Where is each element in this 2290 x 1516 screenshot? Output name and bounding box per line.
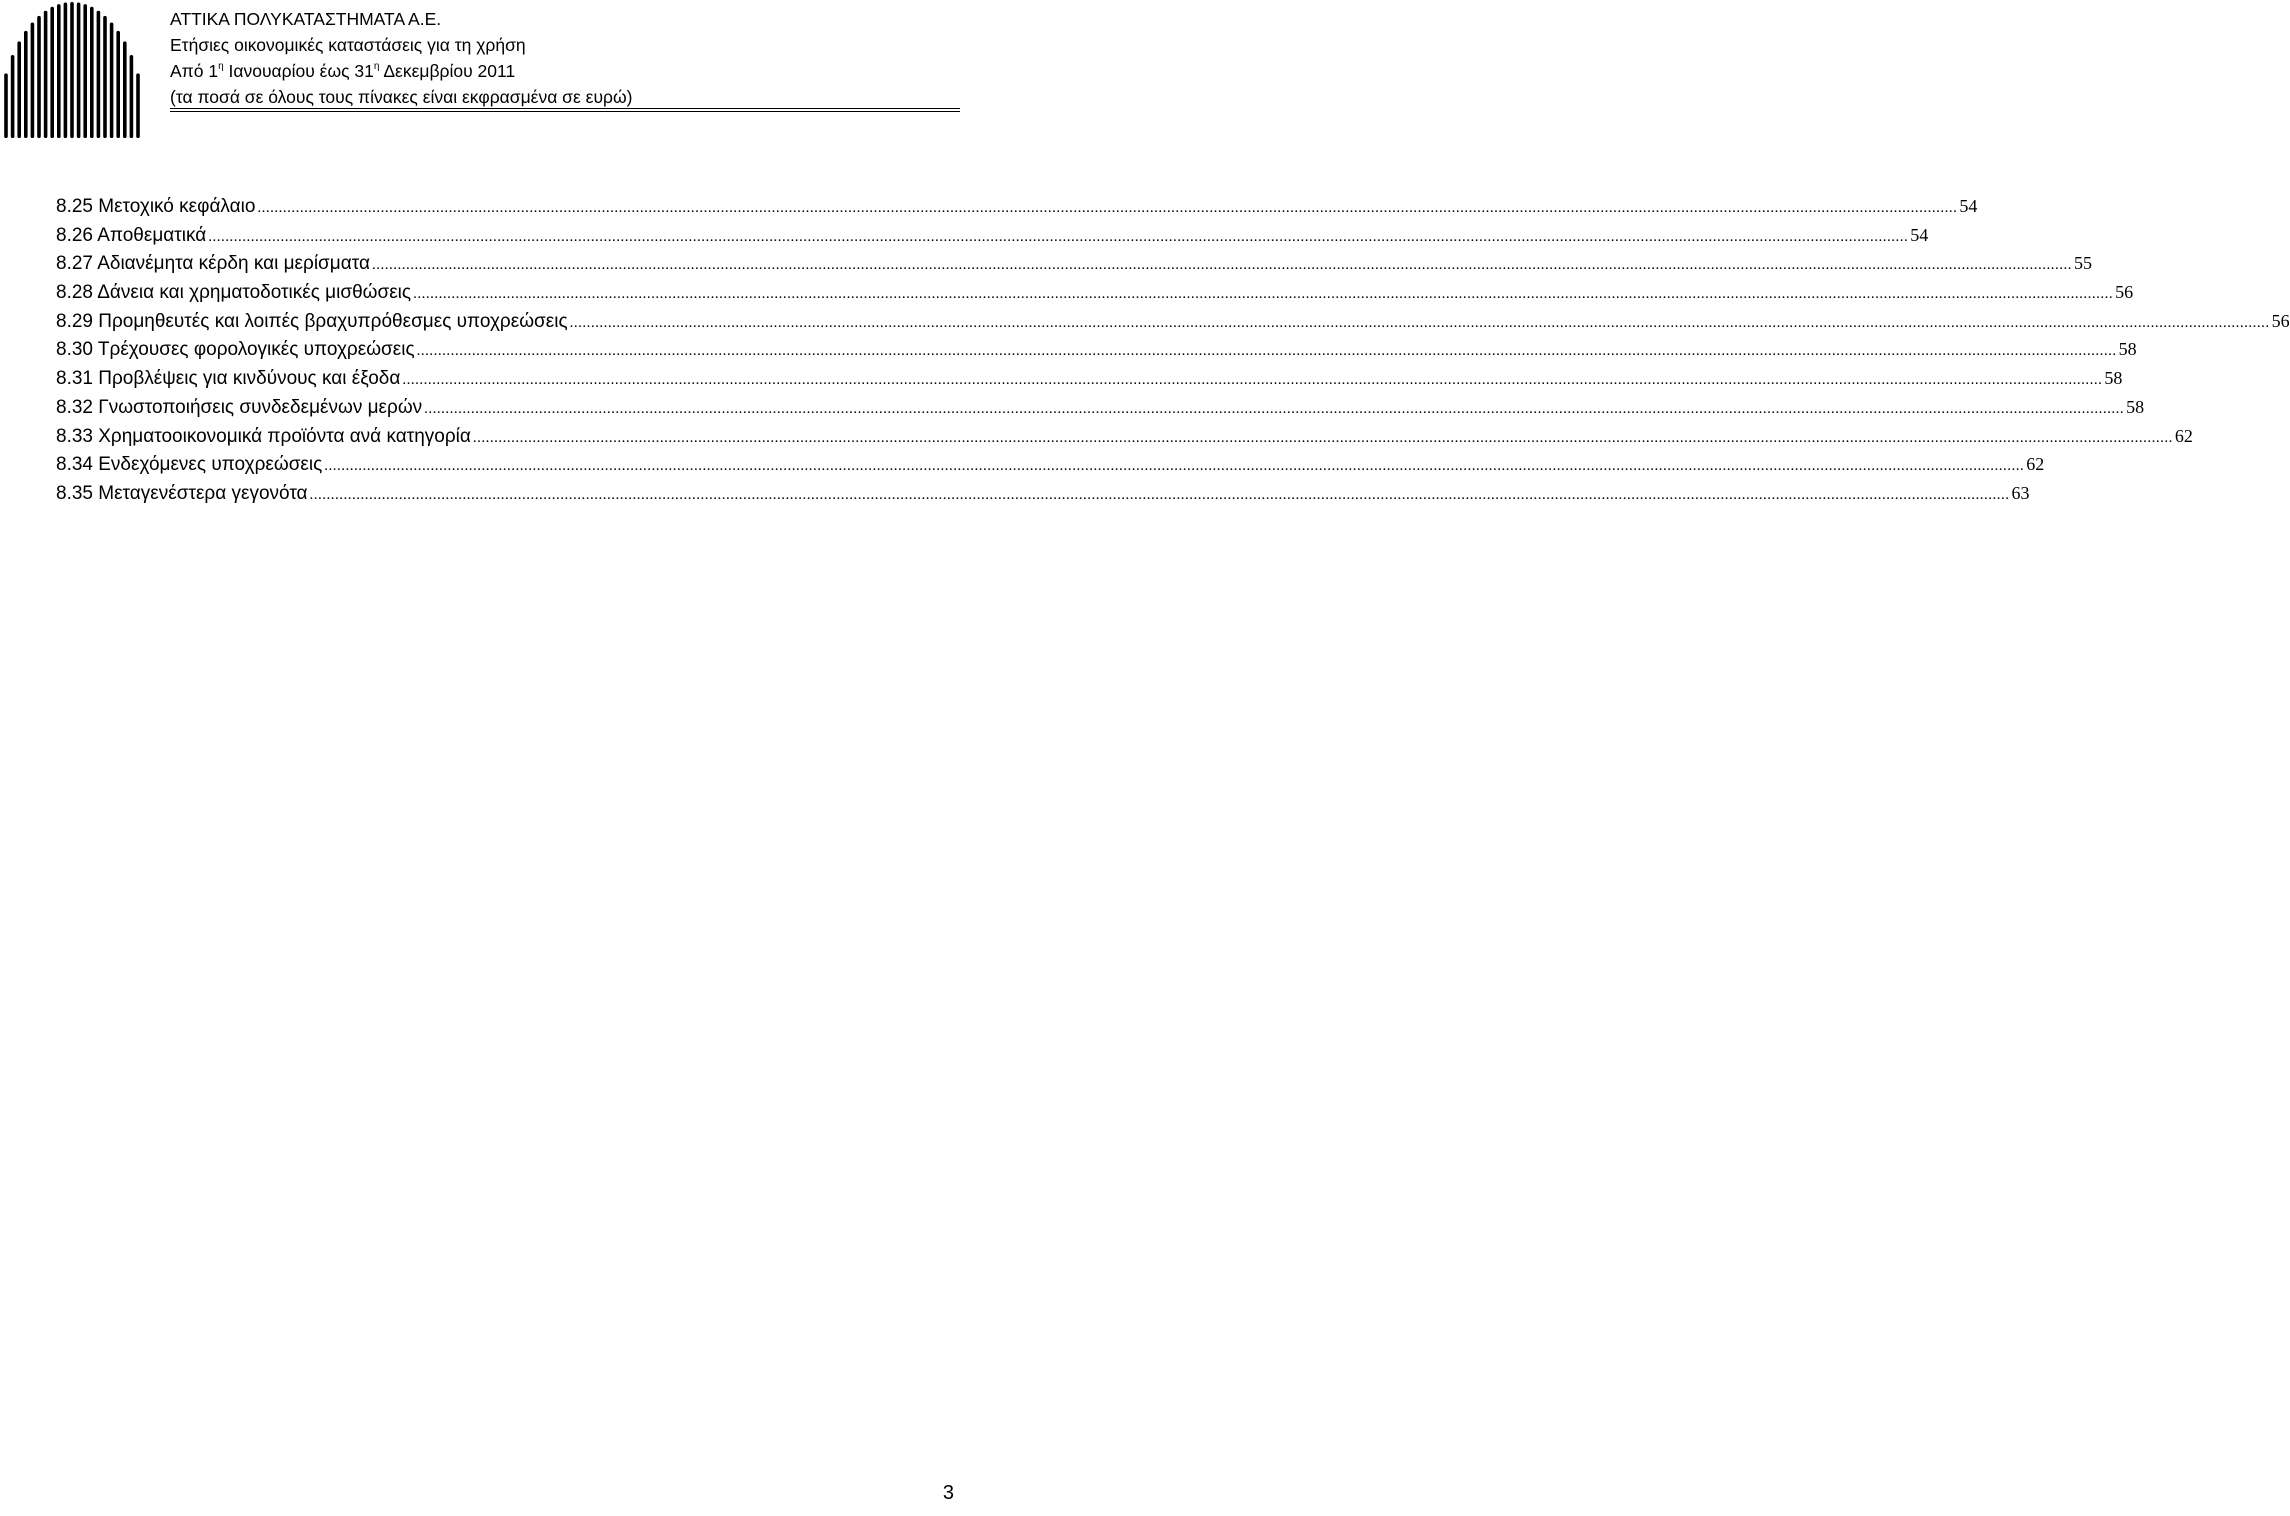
toc-dot-leader: ................................................................................................................................................................................................................................................................................................................................................................................................................ [413,286,2114,303]
company-logo [0,0,160,140]
toc-entry-label: 8.29 Προμηθευτές και λοιπές βραχυπρόθεσμες υποχρεώσεις [56,310,568,332]
logo-bar [90,7,94,138]
toc-entry[interactable] [56,422,2193,451]
toc-entry-page: 55 [2073,253,2092,274]
toc-entry-page: 56 [2271,310,2290,331]
toc-entry-page: 63 [2011,482,2030,503]
toc-entry-page: 54 [1910,224,1929,245]
company-name: ΑΤΤΙΚΑ ΠΟΛΥΚΑΤΑΣΤΗΜΑΤΑ Α.Ε. [170,9,442,29]
table-of-contents [56,192,2290,508]
document-header [170,6,632,110]
header-rule-top [170,108,960,109]
toc-entry-page: 56 [2115,282,2134,303]
toc-entry-page: 58 [2104,368,2123,389]
currency-note: (τα ποσά σε όλους τους πίνακες είναι εκφρασμένα σε ευρώ) [170,87,633,107]
page-number: 3 [942,1482,954,1504]
toc-entry-label: 8.35 Μεταγενέστερα γεγονότα [56,482,308,504]
period-sup-2: η [373,61,380,72]
toc-entry-label: 8.31 Προβλέψεις για κινδύνους και έξοδα [56,368,401,390]
toc-entry[interactable] [56,249,2092,278]
logo-bar [103,16,107,138]
logo-bar [130,55,134,138]
toc-dot-leader: ................................................................................................................................................................................................................................................................................................................................................................................................................ [402,372,2103,389]
period-sup-1: η [218,61,224,72]
logo-bar [17,41,21,138]
toc-entry-label: 8.27 Αδιανέμητα κέρδη και μερίσματα [56,253,370,275]
toc-entry-page: 58 [2118,339,2137,360]
toc-dot-leader: ................................................................................................................................................................................................................................................................................................................................................................................................................ [324,458,2025,475]
logo-bar [11,55,15,138]
logo-bar [57,4,61,138]
toc-entry-label: 8.33 Χρηματοοικονομικά προϊόντα ανά κατηγορία [56,425,471,447]
toc-entry-page: 62 [2174,425,2193,446]
toc-entry[interactable] [56,278,2134,307]
toc-dot-leader: ................................................................................................................................................................................................................................................................................................................................................................................................................ [472,429,2173,446]
toc-entry[interactable] [56,192,1978,221]
logo-bar [110,23,114,139]
toc-dot-leader: ................................................................................................................................................................................................................................................................................................................................................................................................................ [569,314,2270,331]
toc-dot-leader: ................................................................................................................................................................................................................................................................................................................................................................................................................ [257,200,1958,216]
toc-entry-label: 8.28 Δάνεια και χρηματοδοτικές μισθώσεις [56,282,412,304]
logo-bar [136,73,140,138]
toc-dot-leader: ................................................................................................................................................................................................................................................................................................................................................................................................................ [424,400,2125,417]
toc-entry-page: 54 [1959,196,1978,216]
header-rule-bottom [170,111,960,112]
toc-entry-label: 8.25 Μετοχικό κεφάλαιο [56,196,256,217]
logo-bar [123,41,127,138]
toc-entry[interactable] [56,221,1929,250]
logo-bar [37,16,41,138]
period-suffix: Δεκεμβρίου 2011 [379,61,516,81]
toc-entry[interactable] [56,450,2045,479]
toc-entry[interactable] [56,335,2137,364]
logo-bar [50,7,54,138]
toc-entry[interactable] [56,393,2145,422]
toc-entry-label: 8.32 Γνωστοποιήσεις συνδεδεμένων μερών [56,396,423,418]
logo-bar [70,2,74,138]
toc-entry-label: 8.34 Ενδεχόμενες υποχρεώσεις [56,454,323,476]
toc-entry-label: 8.26 Αποθεματικά [56,224,207,246]
logo-bar [4,73,8,138]
period-mid: Ιανουαρίου έως 31 [223,61,374,81]
logo-bar [97,11,101,138]
toc-entry-label: 8.30 Τρέχουσες φορολογικές υποχρεώσεις [56,339,415,361]
toc-entry-page: 62 [2026,454,2045,475]
logo-bar [31,23,35,139]
toc-entry[interactable] [56,479,2030,508]
logo-bar [24,31,28,138]
logo-bar [44,11,48,138]
reporting-period [170,58,632,84]
logo-bar [64,3,68,139]
logo-bar [116,31,120,138]
toc-entry[interactable] [56,364,2123,393]
toc-dot-leader: ................................................................................................................................................................................................................................................................................................................................................................................................................ [309,486,2010,503]
toc-entry[interactable] [56,307,2290,336]
statements-title: Ετήσιες οικονομικές καταστάσεις για τη χρήση [170,35,526,55]
period-prefix: Από 1 [170,61,219,81]
logo-bar [83,4,87,138]
toc-dot-leader: ................................................................................................................................................................................................................................................................................................................................................................................................................ [208,228,1909,245]
toc-dot-leader: ................................................................................................................................................................................................................................................................................................................................................................................................................ [371,257,2072,274]
toc-entry-page: 58 [2126,396,2145,417]
logo-bar [77,3,81,139]
toc-dot-leader: ................................................................................................................................................................................................................................................................................................................................................................................................................ [416,343,2117,360]
